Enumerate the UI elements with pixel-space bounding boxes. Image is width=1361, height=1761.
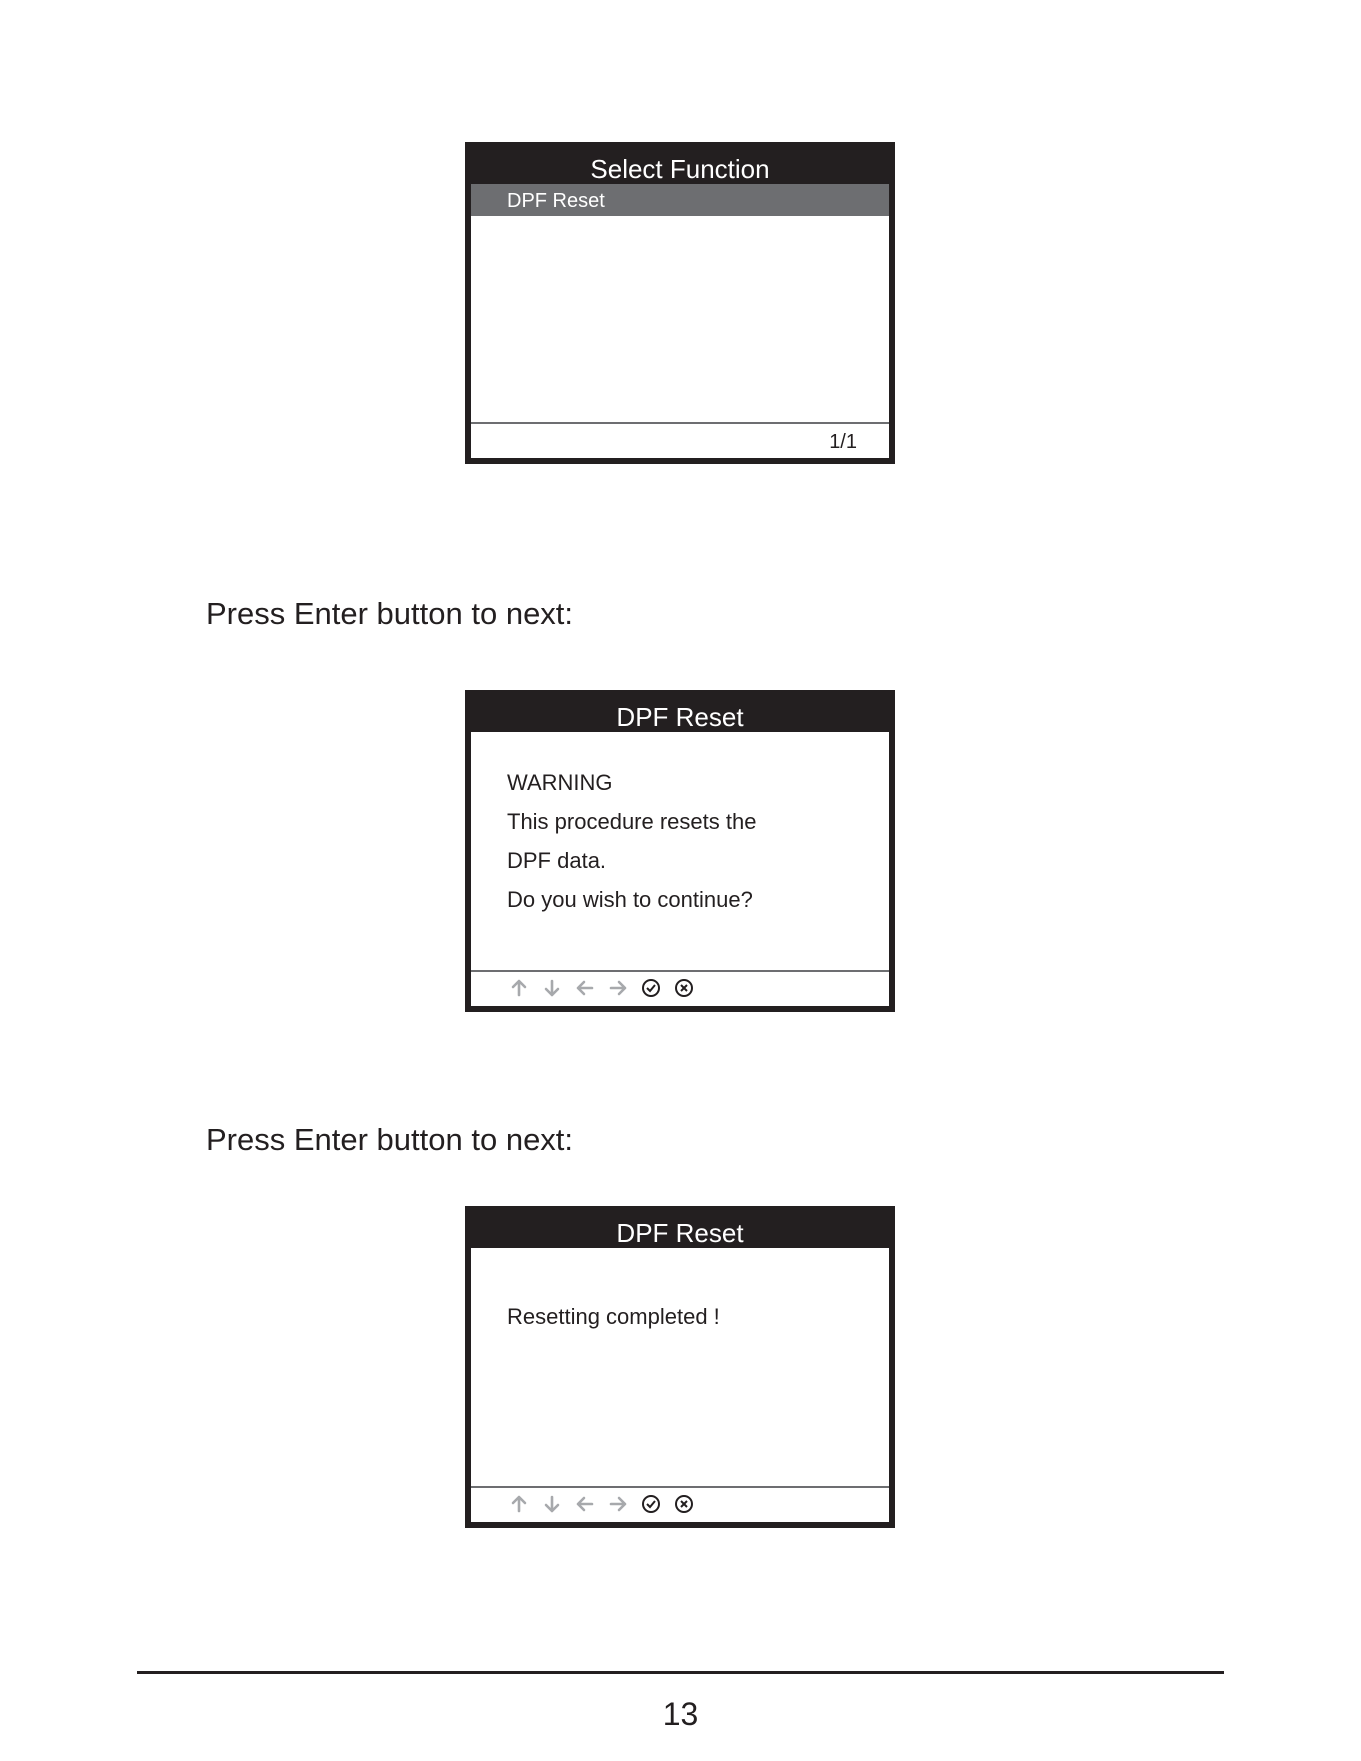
instruction-caption: Press Enter button to next:	[206, 596, 574, 631]
instruction-caption: Press Enter button to next:	[206, 1122, 574, 1157]
arrow-right-icon	[606, 976, 630, 1000]
warning-heading: WARNING	[507, 770, 613, 795]
screen-dpf-reset-complete	[465, 1206, 895, 1528]
menu-item-dpf-reset[interactable]: DPF Reset	[471, 184, 889, 216]
key-hint-bar	[507, 976, 705, 1000]
footer-divider	[471, 422, 889, 424]
screen-body	[471, 184, 889, 458]
arrow-up-icon	[507, 976, 531, 1000]
message-line: Do you wish to continue?	[507, 887, 753, 912]
arrow-down-icon	[540, 976, 564, 1000]
footer-divider	[471, 1486, 889, 1488]
message-line: This procedure resets the	[507, 809, 757, 834]
screen-title: DPF Reset	[616, 1218, 744, 1248]
message-line: DPF data.	[507, 848, 607, 873]
footer-rule	[137, 1671, 1224, 1674]
arrow-up-icon	[507, 1492, 531, 1516]
screen-title: Select Function	[590, 154, 770, 184]
page-indicator: 1/1	[829, 431, 857, 453]
arrow-down-icon	[540, 1492, 564, 1516]
screen-select-function	[465, 142, 895, 464]
screen-dpf-reset-warning	[465, 690, 895, 1012]
footer-divider	[471, 970, 889, 972]
check-circle-icon[interactable]	[639, 1492, 663, 1516]
arrow-right-icon	[606, 1492, 630, 1516]
x-circle-icon[interactable]	[672, 1492, 696, 1516]
screen-body	[471, 1248, 889, 1522]
key-hint-bar	[507, 1492, 705, 1516]
arrow-left-icon	[573, 976, 597, 1000]
arrow-left-icon	[573, 1492, 597, 1516]
status-message: Resetting completed !	[507, 1304, 720, 1329]
page-number: 13	[662, 1696, 699, 1732]
screen-title: DPF Reset	[616, 702, 744, 732]
screen-body	[471, 732, 889, 1006]
x-circle-icon[interactable]	[672, 976, 696, 1000]
check-circle-icon[interactable]	[639, 976, 663, 1000]
